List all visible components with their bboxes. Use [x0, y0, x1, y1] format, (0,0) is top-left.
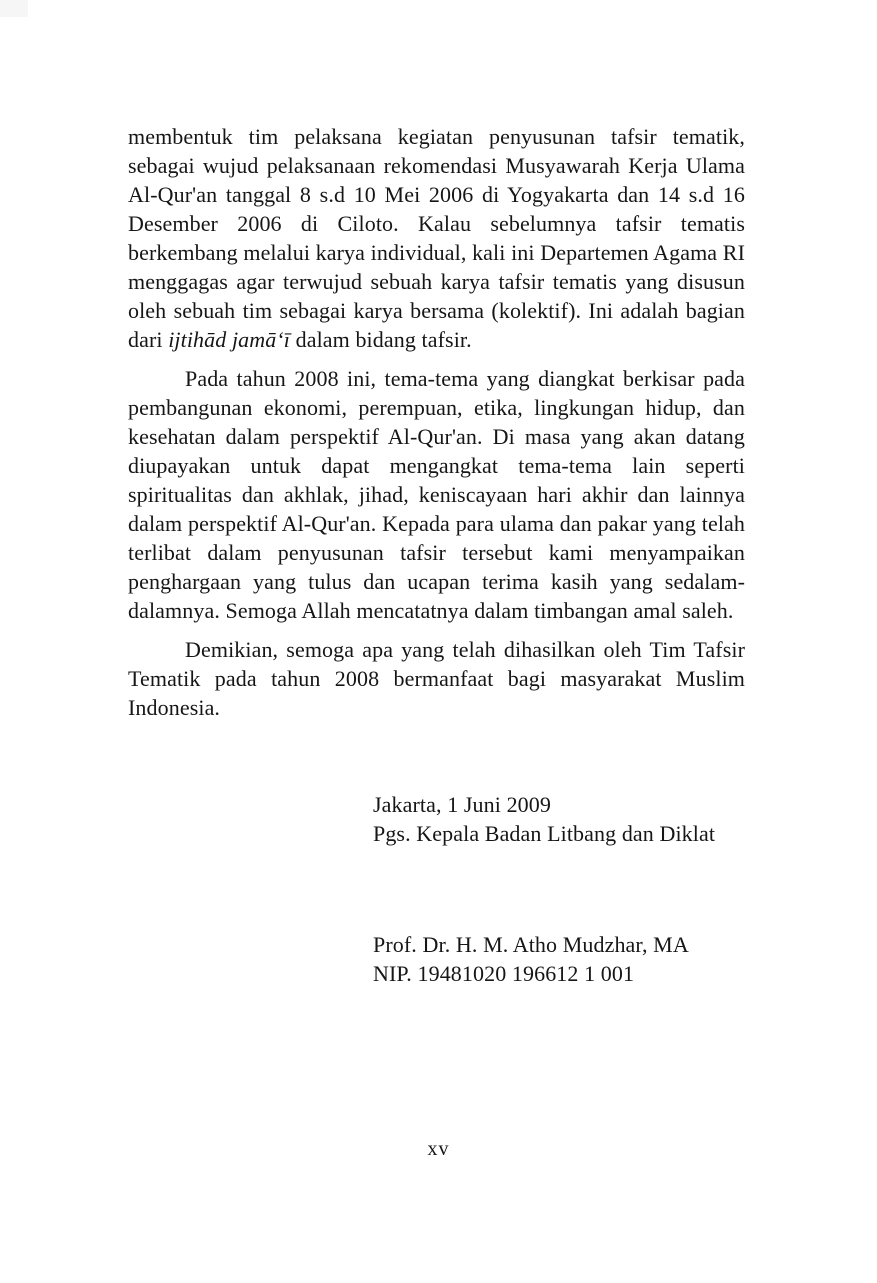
- signatory-name: Prof. Dr. H. M. Atho Mudzhar, MA: [373, 932, 689, 957]
- paragraph-text: membentuk tim pelaksana kegiatan penyusunan tafsir tematik, sebagai wujud pelaksanaan rekomendasi Musyawarah Kerja Ulama Al-Qur'an tanggal 8 s.d 10 Mei 2006 di Yogyakarta dan 14 s.d 16 Desember 2006 di Ciloto. Kalau sebelumnya tafsir tematis berkembang melalui karya individual, kali ini Departemen Agama RI menggagas agar terwujud sebuah karya tafsir tematis yang disusun oleh sebuah tim sebagai karya bersama (kolektif). Ini adalah bagian dari: [128, 124, 745, 352]
- paragraph: Demikian, semoga apa yang telah dihasilkan oleh Tim Tafsir Tematik pada tahun 2008 bermanfaat bagi masyarakat Muslim Indonesia.: [128, 637, 745, 720]
- paragraph-text: dalam bidang tafsir.: [290, 327, 472, 352]
- signatory-nip: NIP. 19481020 196612 1 001: [373, 961, 635, 986]
- signatory-block: [373, 930, 689, 988]
- page-number: xv: [427, 1138, 450, 1160]
- paragraph: [128, 122, 745, 354]
- arabic-transliteration-phrase: ijtihād jamā‘ī: [168, 327, 290, 352]
- signature-block: [373, 790, 715, 848]
- signature-position-title: Pgs. Kepala Badan Litbang dan Diklat: [373, 821, 716, 846]
- page-body-text: [128, 122, 745, 732]
- scan-artifact: [0, 0, 28, 17]
- signature-place-date: Jakarta, 1 Juni 2009: [373, 792, 551, 817]
- paragraph: Pada tahun 2008 ini, tema-tema yang diangkat berkisar pada pembangunan ekonomi, perempuan, etika, lingkungan hidup, dan kesehatan dalam perspektif Al-Qur'an. Di masa yang akan datang diupayakan untuk dapat mengangkat tema-tema lain seperti spiritualitas dan akhlak, jihad, keniscayaan hari akhir dan lainnya dalam perspektif Al-Qur'an. Kepada para ulama dan pakar yang telah terlibat dalam penyusunan tafsir tersebut kami menyampaikan penghargaan yang tulus dan ucapan terima kasih yang sedalam-dalamnya. Semoga Allah mencatatnya dalam timbangan amal saleh.: [128, 366, 745, 623]
